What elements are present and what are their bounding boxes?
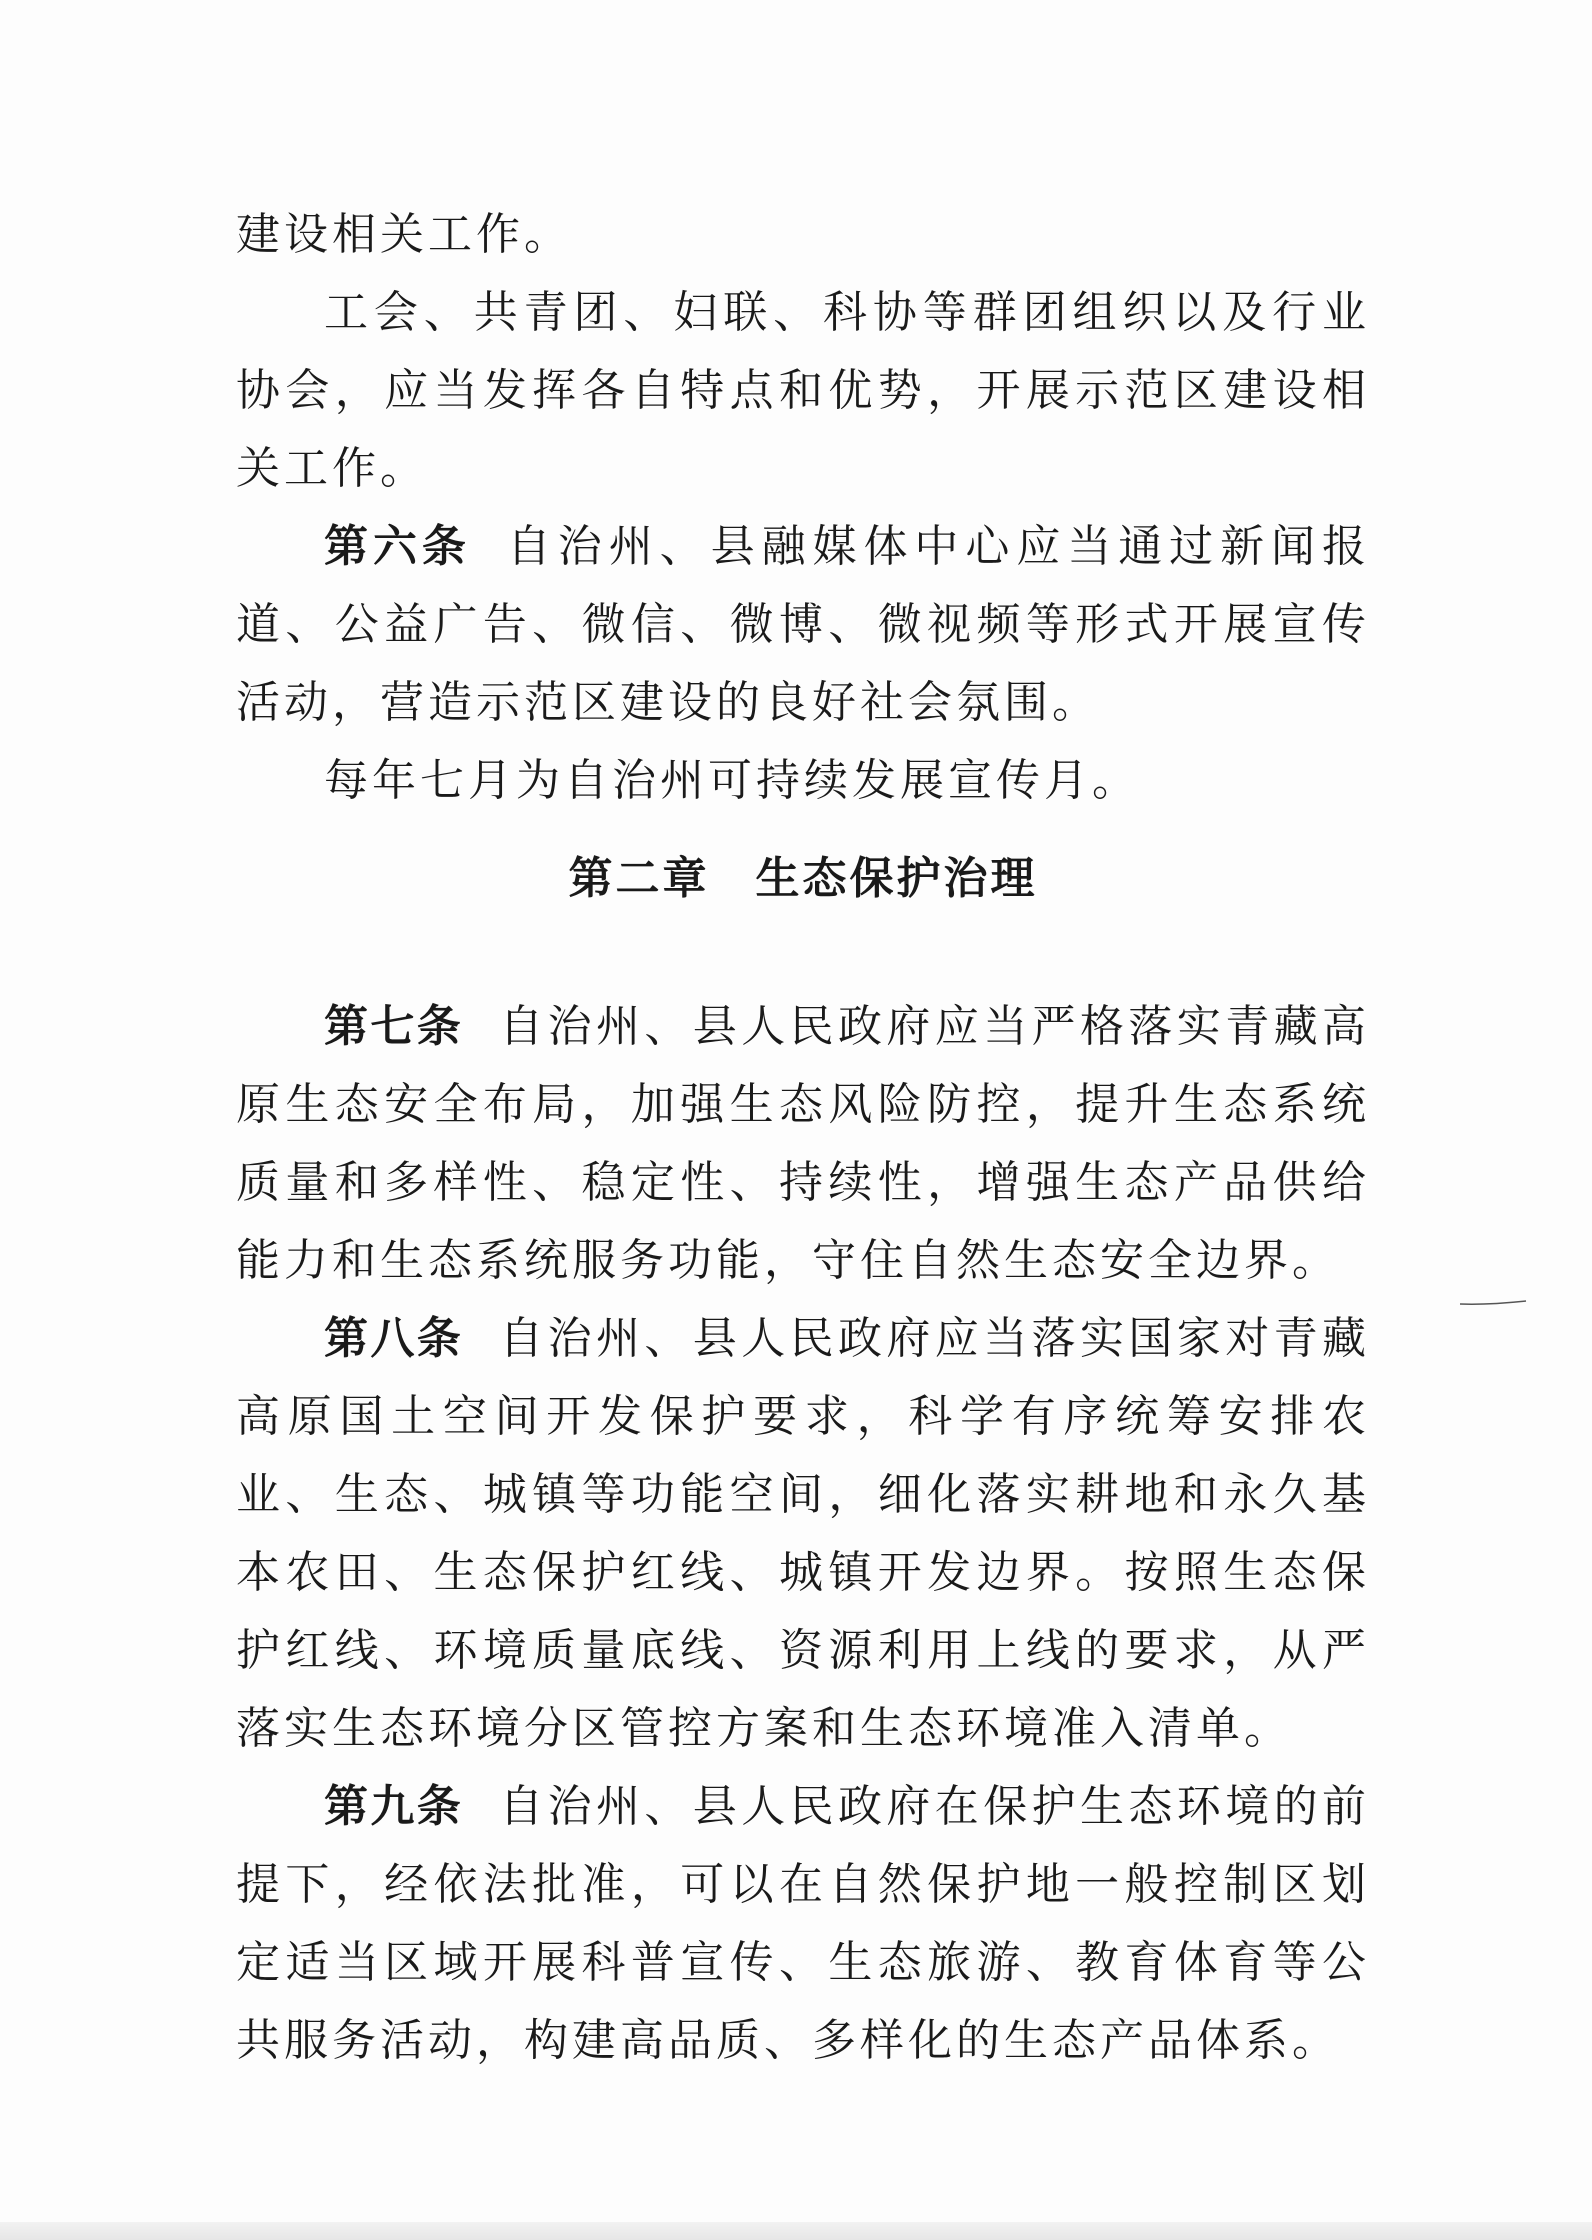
chapter-title: 生态保护治理 [755, 853, 1038, 904]
article-9 [236, 1768, 1370, 2080]
chapter-heading [236, 842, 1370, 906]
article-7 [236, 988, 1370, 1300]
article-7-heading: 第七条 [324, 1001, 464, 1052]
chapter-number: 第二章 [568, 853, 710, 904]
article-6-heading: 第六条 [324, 521, 471, 572]
paragraph-mass-organizations: 工会、共青团、妇联、科协等群团组织以及行业协会，应当发挥各自特点和优势，开展示范区建设相关工作。 [236, 287, 1370, 494]
paragraph-publicity-month: 每年七月为自治州可持续发展宣传月。 [324, 755, 1140, 806]
article-8 [236, 1300, 1370, 1768]
article-7-body: 自治州、县人民政府应当严格落实青藏高原生态安全布局，加强生态风险防控，提升生态系统质量和多样性、稳定性、持续性，增强生态产品供给能力和生态系统服务功能，守住自然生态安全边界。 [236, 1001, 1371, 1286]
scan-artifact-mark [1458, 1300, 1528, 1306]
paragraph-continuation: 建设相关工作。 [236, 209, 572, 260]
article-8-body: 自治州、县人民政府应当落实国家对青藏高原国土空间开发保护要求，科学有序统筹安排农业、生态、城镇等功能空间，细化落实耕地和永久基本农田、生态保护红线、城镇开发边界。按照生态保护红线、环境质量底线、资源利用上线的要求，从严落实生态环境分区管控方案和生态环境准入清单。 [236, 1313, 1371, 1754]
article-6 [236, 508, 1370, 742]
article-6-body: 自治州、县融媒体中心应当通过新闻报道、公益广告、微信、微博、微视频等形式开展宣传活动，营造示范区建设的良好社会氛围。 [236, 521, 1371, 728]
scan-bottom-edge [0, 2222, 1592, 2240]
article-9-body: 自治州、县人民政府在保护生态环境的前提下，经依法批准，可以在自然保护地一般控制区划定适当区域开展科普宣传、生态旅游、教育体育等公共服务活动，构建高品质、多样化的生态产品体系。 [236, 1781, 1371, 2066]
bottom-text-block [236, 988, 1370, 2080]
article-8-heading: 第八条 [324, 1313, 464, 1364]
article-9-heading: 第九条 [324, 1781, 464, 1832]
top-text-block [236, 196, 1370, 820]
